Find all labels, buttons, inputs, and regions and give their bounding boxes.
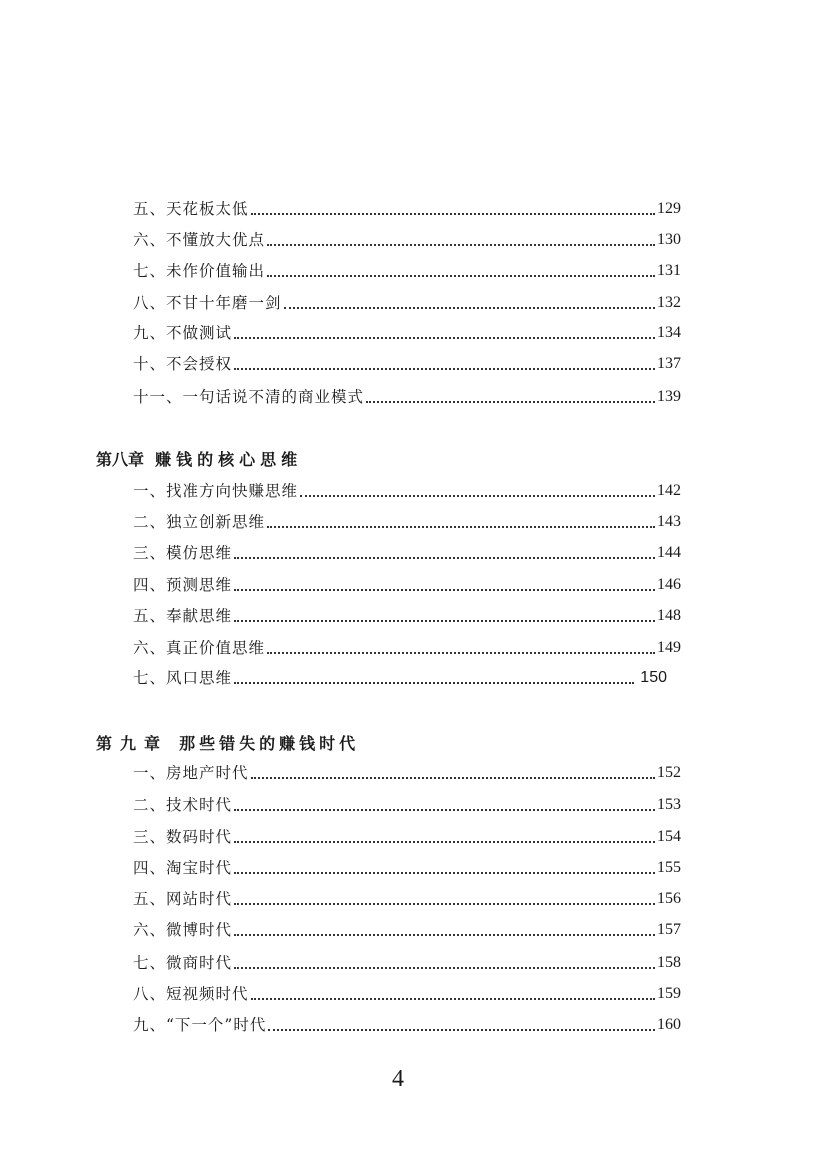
toc-entry[interactable] <box>133 258 681 282</box>
toc-entry-label: 一、找准方向快赚思维 <box>133 482 299 500</box>
leader-dots <box>267 526 655 528</box>
toc-entry[interactable] <box>133 635 681 659</box>
leader-dots <box>234 809 655 811</box>
toc-entry-page: 149 <box>657 639 681 656</box>
leader-dots <box>267 275 655 277</box>
toc-entry-page: 143 <box>657 513 681 530</box>
toc-entry[interactable] <box>133 351 681 375</box>
leader-dots <box>366 401 655 403</box>
toc-entry-label: 六、真正价值思维 <box>133 639 266 657</box>
toc-entry-page: 146 <box>657 576 681 593</box>
leader-dots <box>251 998 655 1000</box>
toc-entry-label: 四、预测思维 <box>133 576 233 594</box>
chapter-8-heading[interactable] <box>96 447 302 473</box>
chapter-title: 那些错失的赚钱时代 <box>179 734 360 753</box>
toc-entry[interactable] <box>133 227 681 251</box>
leader-dots <box>267 244 655 246</box>
toc-entry[interactable] <box>133 478 681 502</box>
toc-entry-label: 五、网站时代 <box>133 890 233 908</box>
toc-entry-label: 十一、一句话说不清的商业模式 <box>133 388 365 406</box>
leader-dots <box>234 557 655 559</box>
leader-dots <box>284 307 655 309</box>
toc-entry-page: 154 <box>657 828 681 845</box>
toc-entry-label: 九、“下一个”时代 <box>133 1016 267 1034</box>
toc-entry-label: 六、微博时代 <box>133 921 233 939</box>
toc-entry-page: 157 <box>657 921 681 938</box>
toc-entry[interactable] <box>133 384 681 408</box>
toc-entry-label: 二、独立创新思维 <box>133 513 266 531</box>
toc-entry-label: 七、风口思维 <box>133 669 233 687</box>
toc-entry-page: 132 <box>657 294 681 311</box>
toc-entry-page: 144 <box>657 544 681 561</box>
leader-dots <box>251 777 655 779</box>
leader-dots <box>234 967 655 969</box>
toc-entry-page: 159 <box>657 985 681 1002</box>
toc-entry-page: 142 <box>657 482 681 499</box>
toc-entry-page: 155 <box>657 859 681 876</box>
toc-entry[interactable] <box>133 855 681 879</box>
toc-entry-label: 一、房地产时代 <box>133 764 249 782</box>
toc-entry-label: 五、天花板太低 <box>133 200 249 218</box>
toc-entry-page: 158 <box>657 954 681 971</box>
toc-entry[interactable] <box>133 290 681 314</box>
leader-dots <box>268 1029 655 1031</box>
leader-dots <box>234 934 655 936</box>
page-number: 4 <box>392 1066 404 1092</box>
toc-entry-label: 四、淘宝时代 <box>133 859 233 877</box>
toc-entry-label: 六、不懂放大优点 <box>133 231 266 249</box>
leader-dots <box>300 495 655 497</box>
toc-entry-page: 156 <box>657 890 681 907</box>
toc-entry[interactable] <box>133 760 681 784</box>
chapter-9-heading[interactable] <box>96 731 359 757</box>
toc-entry-page: 129 <box>657 200 681 217</box>
toc-entry-page: 131 <box>657 262 681 279</box>
leader-dots <box>234 368 655 370</box>
toc-entry[interactable] <box>133 320 681 344</box>
toc-entry[interactable] <box>133 917 681 941</box>
toc-entry[interactable] <box>133 886 681 910</box>
leader-dots <box>234 620 655 622</box>
leader-dots <box>234 841 655 843</box>
toc-entry-page: 134 <box>657 324 681 341</box>
toc-entry-page: 139 <box>657 388 681 405</box>
toc-entry-page: 150 <box>640 669 667 686</box>
toc-entry[interactable] <box>133 665 667 689</box>
leader-dots <box>234 872 655 874</box>
toc-entry-page: 160 <box>657 1016 681 1033</box>
chapter-number: 第九章 <box>96 734 169 753</box>
toc-entry[interactable] <box>133 981 681 1005</box>
toc-entry[interactable] <box>133 572 681 596</box>
leader-dots <box>234 337 655 339</box>
toc-entry-label: 三、数码时代 <box>133 828 233 846</box>
toc-entry[interactable] <box>133 603 681 627</box>
toc-entry-page: 153 <box>657 796 681 813</box>
toc-entry-page: 137 <box>657 355 681 372</box>
toc-entry-label: 七、未作价值输出 <box>133 262 266 280</box>
toc-entry-page: 130 <box>657 231 681 248</box>
toc-entry[interactable] <box>133 950 681 974</box>
leader-dots <box>267 652 655 654</box>
toc-entry[interactable] <box>133 824 681 848</box>
toc-entry-label: 九、不做测试 <box>133 324 233 342</box>
toc-entry[interactable] <box>133 540 681 564</box>
toc-entry-label: 五、奉献思维 <box>133 607 233 625</box>
leader-dots <box>234 682 634 684</box>
toc-entry-page: 152 <box>657 764 681 781</box>
toc-entry-label: 十、不会授权 <box>133 355 233 373</box>
toc-entry-label: 八、短视频时代 <box>133 985 249 1003</box>
toc-entry-page: 148 <box>657 607 681 624</box>
toc-entry[interactable] <box>133 1012 681 1036</box>
toc-entry[interactable] <box>133 792 681 816</box>
chapter-title: 赚钱的核心思维 <box>155 450 303 469</box>
toc-entry-label: 三、模仿思维 <box>133 544 233 562</box>
leader-dots <box>251 213 655 215</box>
leader-dots <box>234 903 655 905</box>
leader-dots <box>234 589 655 591</box>
toc-entry[interactable] <box>133 196 681 220</box>
toc-entry-label: 二、技术时代 <box>133 796 233 814</box>
toc-entry-label: 七、微商时代 <box>133 954 233 972</box>
toc-entry[interactable] <box>133 509 681 533</box>
toc-entry-label: 八、不甘十年磨一剑 <box>133 294 282 312</box>
chapter-number: 第八章 <box>96 450 145 469</box>
